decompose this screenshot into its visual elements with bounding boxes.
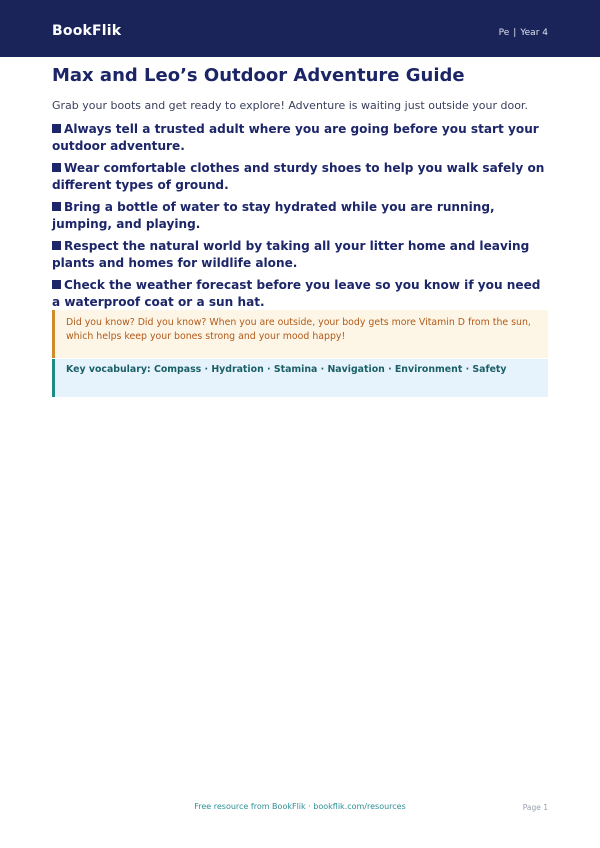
header-meta [499,28,548,38]
subject-label: Pe [498,28,510,38]
bullet-square-icon [52,280,61,289]
year-label: Year 4 [520,28,548,38]
list-item [52,277,552,310]
bullet-square-icon [52,241,61,250]
header-bar [0,0,600,57]
vocabulary-box [52,359,548,397]
bullet-square-icon [52,163,61,172]
list-item [52,238,552,271]
callout-text: Did you know? Did you know? When you are outside, your body gets more Vitamin D from the sun, which helps keep your bones strong and your mood happy! [66,317,531,342]
list-item-text: Always tell a trusted adult where you are going before you start your outdoor adventure. [52,122,539,153]
list-item [52,121,552,154]
bullet-square-icon [52,202,61,211]
intro-text: Grab your boots and get ready to explore! Adventure is waiting just outside your door. [52,99,528,112]
tips-list [52,121,552,316]
did-you-know-callout [52,310,548,358]
list-item-text: Wear comfortable clothes and sturdy shoes to help you walk safely on different types of ground. [52,161,545,192]
page-number: Page 1 [522,803,548,812]
list-item-text: Respect the natural world by taking all your litter home and leaving plants and homes for wildlife alone. [52,239,530,270]
page-title: Max and Leo’s Outdoor Adventure Guide [52,65,465,86]
bullet-square-icon [52,124,61,133]
vocabulary-text: Key vocabulary: Compass · Hydration · Stamina · Navigation · Environment · Safety [66,364,507,375]
brand-logo-text[interactable]: BookFlik [52,23,122,39]
footer-link[interactable]: Free resource from BookFlik · bookflik.com/resources [194,802,406,811]
list-item-text: Check the weather forecast before you leave so you know if you need a waterproof coat or a sun hat. [52,278,541,309]
meta-separator: | [513,28,517,38]
list-item-text: Bring a bottle of water to stay hydrated while you are running, jumping, and playing. [52,200,495,231]
list-item [52,160,552,193]
list-item [52,199,552,232]
